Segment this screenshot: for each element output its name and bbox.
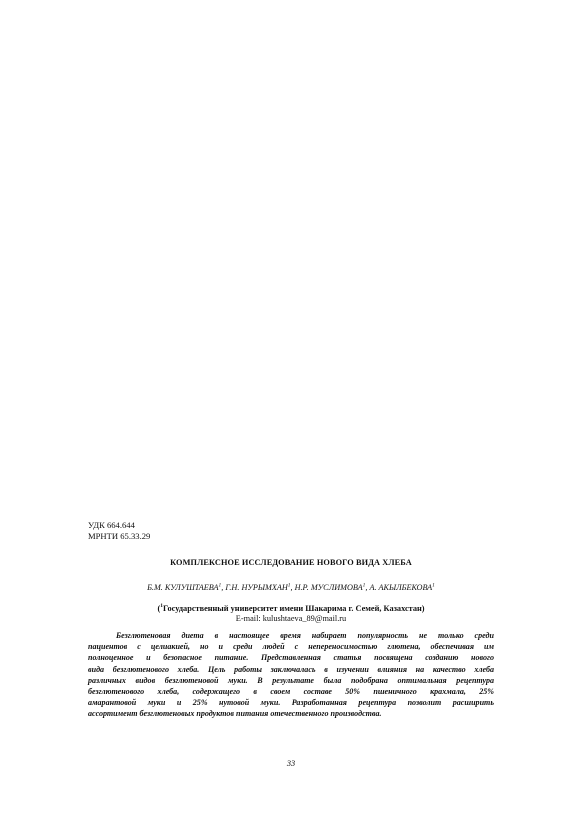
author-affiliation-mark: 1 [218,582,222,589]
abstract [88,630,494,720]
abstract-line: пациентов с целиакией, но и среди людей с непереносимостью глютена, обеспечивая им [88,642,494,652]
abstract-line: амарантовой муки и 25% нутовой муки. Разработанная рецептура позволит расширить [88,698,494,708]
mrnti-code: МРНТИ 65.33.29 [88,530,151,541]
article-title: КОМПЛЕКСНОЕ ИССЛЕДОВАНИЕ НОВОГО ВИДА ХЛЕБА [170,558,412,567]
author-name: А. АКЫЛБЕКОВА [369,583,433,592]
affiliation-mark: 1 [160,603,163,610]
author-affiliation-mark: 1 [287,582,291,589]
author-affiliation-mark: 1 [362,582,366,589]
abstract-line: полноценное и безопасное питание. Представленная статья посвящена созданию нового [88,653,494,663]
author-name: Б.М. КУЛУШТАЕВА [147,583,219,592]
classification-codes [88,520,150,541]
contact-email: E-mail: kulushtaeva_89@mail.ru [235,614,347,623]
abstract-line: различных видов безглютеновой муки. В результате была подобрана оптимальная рецептура [88,675,494,685]
affiliation-open-paren: ( [157,604,161,613]
udk-code: УДК 664.644 [88,520,135,530]
author-name: Н.Р. МУСЛИМОВА [294,583,363,592]
abstract-line: вида безглютенового хлеба. Цель работы заключалась в изучении влияния на качество хлеба [88,664,494,674]
author-affiliation-mark: 1 [432,582,435,589]
abstract-line: безглютенового хлеба, содержащего в своем составе 50% пшеничного крахмала, 25% [88,687,494,697]
author-name: Г.Н. НУРЫМХАН [225,583,288,592]
abstract-line: ассортимент безглютеновых продуктов питания отечественного производства. [88,709,382,719]
author-list: Б.М. КУЛУШТАЕВА$^1$, Г.Н. НУРЫМХАН$^1$, Н.Р. МУСЛИМОВА$^1$, А. АКЫЛБЕКОВА$^1$ [147,582,435,592]
page-number: 33 [286,759,296,768]
affiliation-text: Государственный университет имени Шакарима г. Семей, Казахстан) [162,604,425,613]
affiliation [88,604,494,613]
abstract-line: Безглютеновая диета в настоящее время набирает популярность не только среди [116,631,494,640]
